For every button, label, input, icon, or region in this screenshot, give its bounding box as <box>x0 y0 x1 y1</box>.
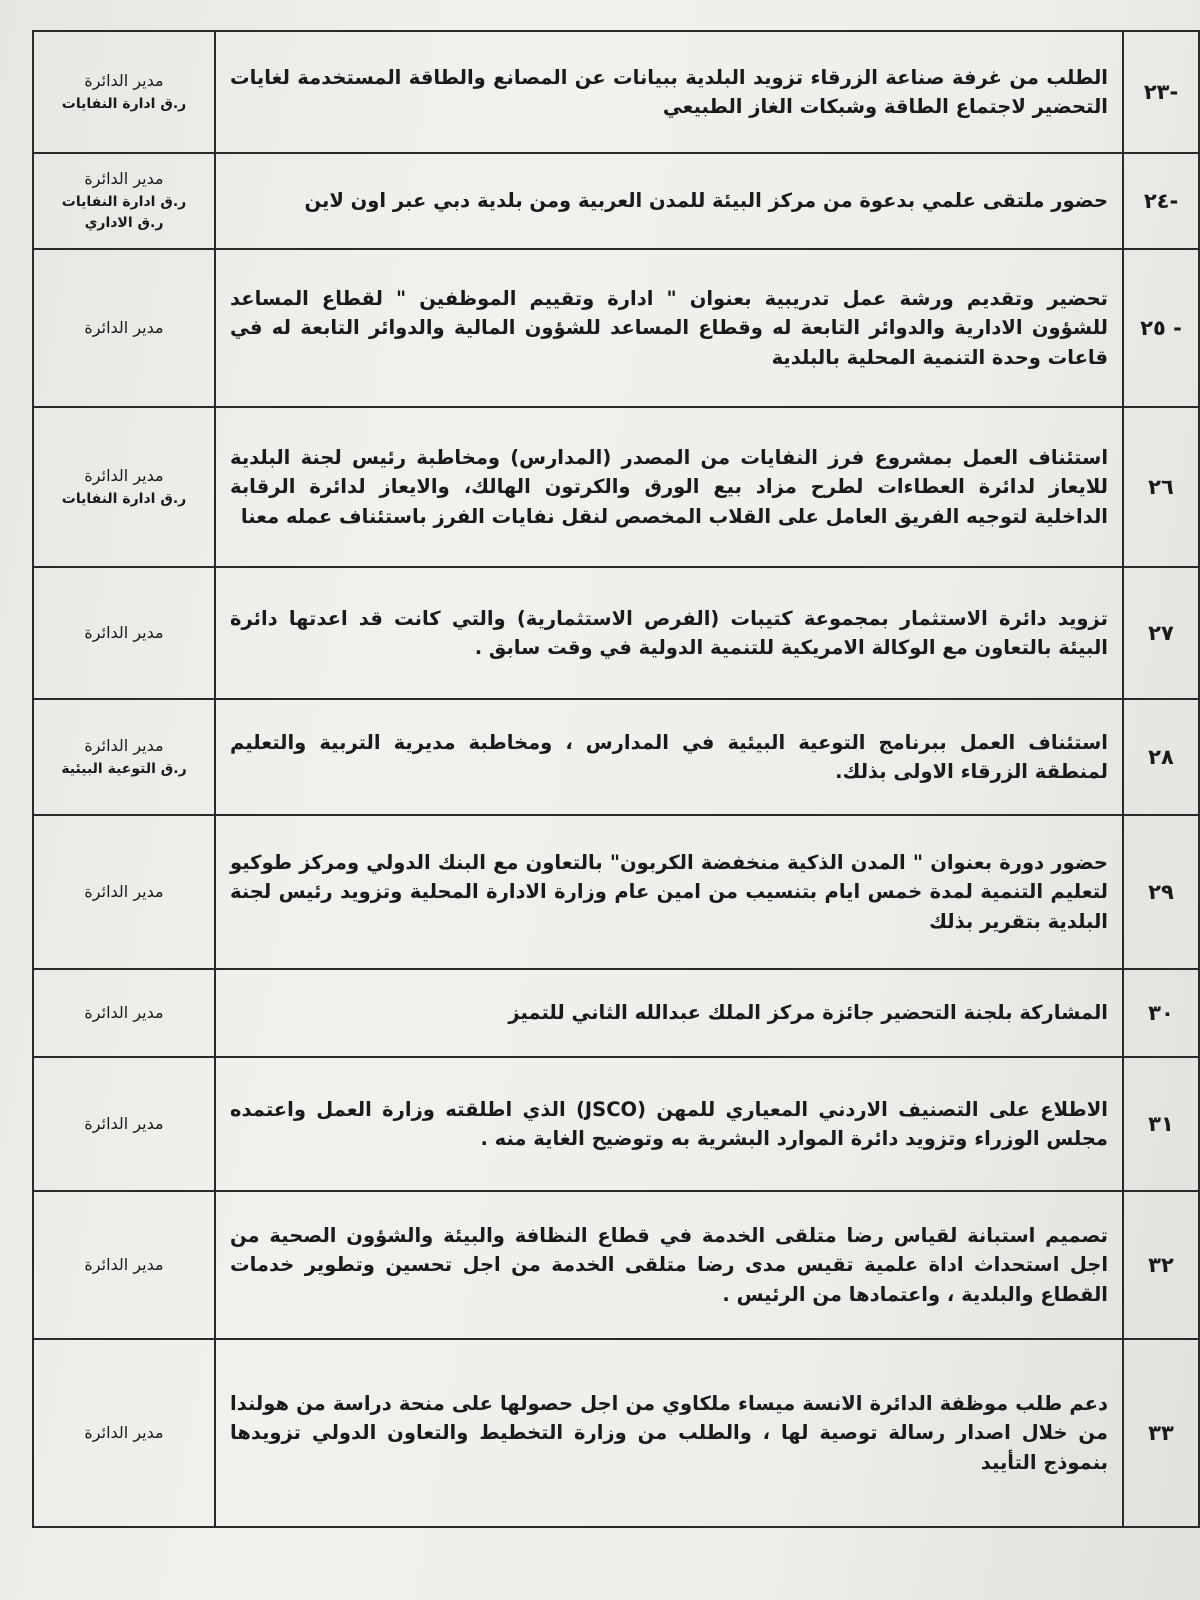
task-description: تصميم استبانة لقياس رضا متلقى الخدمة في قطاع النظافة والبيئة والشؤون الصحية من اجل استحداث اداة علمية تقيس مدى رضا متلقى الخدمة من اجل تحسين وتطوير خدمات القطاع والبلدية ، واعتمادها من الرئيس . <box>215 1191 1123 1339</box>
table-row <box>33 31 1199 153</box>
responsible-title: مدير الدائرة <box>84 881 164 901</box>
table-row <box>33 1191 1199 1339</box>
task-description: الاطلاع على التصنيف الاردني المعياري للمهن (JSCO) الذي اطلقته وزارة العمل واعتمده مجلس الوزراء وتزويد دائرة الموارد البشرية به وتوضيح الغاية منه . <box>215 1057 1123 1191</box>
task-description: المشاركة بلجنة التحضير جائزة مركز الملك عبدالله الثاني للتميز <box>215 969 1123 1057</box>
table-row <box>33 567 1199 699</box>
task-description: حضور دورة بعنوان " المدن الذكية منخفضة الكربون" بالتعاون مع البنك الدولي ومركز طوكيو لتعليم التنمية لمدة خمس ايام بتنسيب من امين عام وزارة الادارة المحلية وتزويد رئيس لجنة البلدية بتقرير بذلك <box>215 815 1123 969</box>
row-number: ٣٣ <box>1123 1339 1199 1527</box>
responsible-title: مدير الدائرة <box>84 168 164 188</box>
responsible-party <box>33 815 215 969</box>
responsible-title: مدير الدائرة <box>84 622 164 642</box>
responsible-party <box>33 249 215 407</box>
table-row <box>33 1339 1199 1527</box>
row-number: ٣٠ <box>1123 969 1199 1057</box>
task-description: دعم طلب موظفة الدائرة الانسة ميساء ملكاوي من اجل حصولها على منحة دراسة من هولندا من خلال اصدار رسالة توصية لها ، والطلب من وزارة التخطيط والتعاون الدولي تزويدها بنموذج التأييد <box>215 1339 1123 1527</box>
tasks-table <box>32 30 1200 1528</box>
table-row <box>33 815 1199 969</box>
row-number: ٢٧ <box>1123 567 1199 699</box>
task-description: تحضير وتقديم ورشة عمل تدريبية بعنوان " ادارة وتقييم الموظفين " لقطاع المساعد للشؤون الادارية والدوائر التابعة له وقطاع المساعد للشؤون المالية والدوائر التابعة له في قاعات وحدة التنمية المحلية بالبلدية <box>215 249 1123 407</box>
responsible-party <box>33 31 215 153</box>
table-row <box>33 699 1199 815</box>
responsible-title: مدير الدائرة <box>84 317 164 337</box>
responsible-title: مدير الدائرة <box>84 465 164 485</box>
table-row <box>33 249 1199 407</box>
responsible-party <box>33 1191 215 1339</box>
responsible-party <box>33 407 215 567</box>
responsible-party <box>33 153 215 249</box>
row-number: ٢٩ <box>1123 815 1199 969</box>
row-number: ٢٦ <box>1123 407 1199 567</box>
responsible-title: مدير الدائرة <box>84 1422 164 1442</box>
task-description: استئناف العمل ببرنامج التوعية البيئية في المدارس ، ومخاطبة مديرية التربية والتعليم لمنطقة الزرقاء الاولى بذلك. <box>215 699 1123 815</box>
row-number: ٣١ <box>1123 1057 1199 1191</box>
responsible-title: مدير الدائرة <box>84 1113 164 1133</box>
responsible-unit: ر.ق ادارة النفايات <box>61 490 187 507</box>
responsible-unit: ر.ق التوعية البيئية <box>61 760 187 777</box>
responsible-unit: ر.ق ادارة النفايات <box>61 193 187 210</box>
row-number: -٢٤ <box>1123 153 1199 249</box>
task-description: حضور ملتقى علمي بدعوة من مركز البيئة للمدن العربية ومن بلدية دبي عبر اون لاين <box>215 153 1123 249</box>
table-row <box>33 969 1199 1057</box>
responsible-unit: ر.ق ادارة النفايات <box>61 95 187 112</box>
responsible-title: مدير الدائرة <box>84 70 164 90</box>
responsible-title: مدير الدائرة <box>84 1254 164 1274</box>
responsible-party <box>33 969 215 1057</box>
responsible-party <box>33 567 215 699</box>
row-number: ٢٨ <box>1123 699 1199 815</box>
table-row <box>33 1057 1199 1191</box>
responsible-party <box>33 1339 215 1527</box>
table-row <box>33 153 1199 249</box>
row-number: -٢٣ <box>1123 31 1199 153</box>
responsible-title: مدير الدائرة <box>84 1002 164 1022</box>
task-description: تزويد دائرة الاستثمار بمجموعة كتيبات (الفرص الاستثمارية) والتي كانت قد اعدتها دائرة البيئة بالتعاون مع الوكالة الامريكية للتنمية الدولية في وقت سابق . <box>215 567 1123 699</box>
table-row <box>33 407 1199 567</box>
row-number: - ٢٥ <box>1123 249 1199 407</box>
row-number: ٣٢ <box>1123 1191 1199 1339</box>
responsible-party <box>33 1057 215 1191</box>
responsible-title: مدير الدائرة <box>84 735 164 755</box>
responsible-party <box>33 699 215 815</box>
task-description: الطلب من غرفة صناعة الزرقاء تزويد البلدية ببيانات عن المصانع والطاقة المستخدمة لغايات التحضير لاجتماع الطاقة وشبكات الغاز الطبيعي <box>215 31 1123 153</box>
responsible-unit: ر.ق الاداري <box>84 215 164 232</box>
task-description: استئناف العمل بمشروع فرز النفايات من المصدر (المدارس) ومخاطبة رئيس لجنة البلدية للايعاز لدائرة العطاءات لطرح مزاد بيع الورق والكرتون الهالك، والايعاز لدائرة الرقابة الداخلية لتوجيه الفريق العامل على القلاب المخصص لنقل نفايات الفرز باستئناف عمله معنا <box>215 407 1123 567</box>
